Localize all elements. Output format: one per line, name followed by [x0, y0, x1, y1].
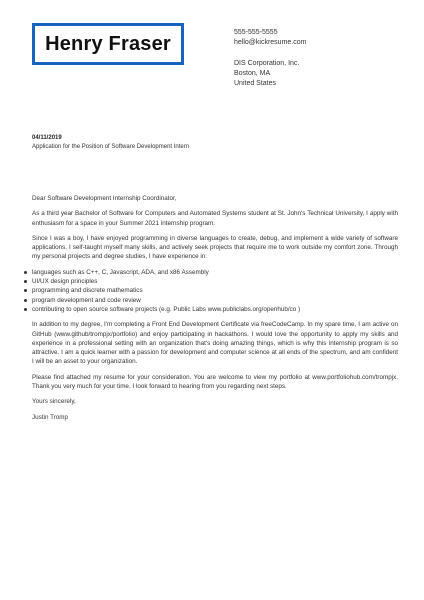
list-item: UI/UX design principles: [32, 277, 398, 286]
name-box: [32, 23, 184, 65]
greeting: Dear Software Development Internship Coordinator,: [32, 195, 177, 202]
list-item: program development and code review: [32, 296, 398, 305]
paragraph-activities: In addition to my degree, I'm completing a Front End Development Certificate via freeCodeCamp. In my spare time, I am active on GitHub (www.github/trompjx/portfolio) and enjoy participating in hackathons. I would love the opportunity to apply my skills and experience in a professional setting with an organization that's doing amazing things, which is why this internship program is so attractive. I am a quick learner with a passion for development and computer science at all ends of the spectrum, and am confident I will be an asset to your organization.: [32, 321, 398, 366]
letter-date: 04/11/2019: [32, 135, 62, 141]
paragraph-closing: Please find attached my resume for your consideration. You are welcome to view my portfolio at www.portfoliohub.com/trompjx. Thank you very much for your time. I look forward to hearing from you regarding next steps.: [32, 373, 398, 391]
paragraph-intro: As a third year Bachelor of Software for Computers and Automated Systems student at St. John's Technical University, I apply with enthusiasm for a space in your Summer 2021 internship program.: [32, 210, 398, 227]
list-item: programming and discrete mathematics: [32, 286, 398, 295]
paragraph-background: Since I was a boy, I have enjoyed programming in diverse languages to create, debug, and implement a wide variety of software applications. I self-taught myself many skills, and actively seek projects that require me to work outside my comfort zone. Through my personal projects and degree studies, I have experience in:: [32, 234, 398, 261]
email-address: hello@kickresume.com: [234, 39, 307, 46]
closing-salutation: Yours sincerely,: [32, 398, 76, 406]
recipient-company: DIS Corporation, Inc.: [234, 60, 300, 67]
contact-info: [234, 28, 306, 48]
applicant-name: Henry Fraser: [45, 32, 171, 55]
list-item: languages such as C++, C, Javascript, ADA, and x86 Assembly: [32, 268, 398, 277]
list-item: contributing to open source software projects (e.g. Public Labs www.publiclabs.org/openhub/co ): [32, 305, 398, 314]
letter-subject: Application for the Position of Software Development Intern: [32, 144, 190, 150]
recipient-address: [234, 59, 299, 89]
letter-body: [32, 194, 398, 428]
recipient-country: United States: [234, 80, 277, 87]
recipient-city: Boston, MA: [234, 70, 271, 77]
experience-list: [32, 268, 398, 314]
signature-name: Justin Tromp: [32, 413, 69, 421]
letter-meta: [32, 134, 189, 152]
phone-number: 555-555-5555: [234, 29, 278, 36]
